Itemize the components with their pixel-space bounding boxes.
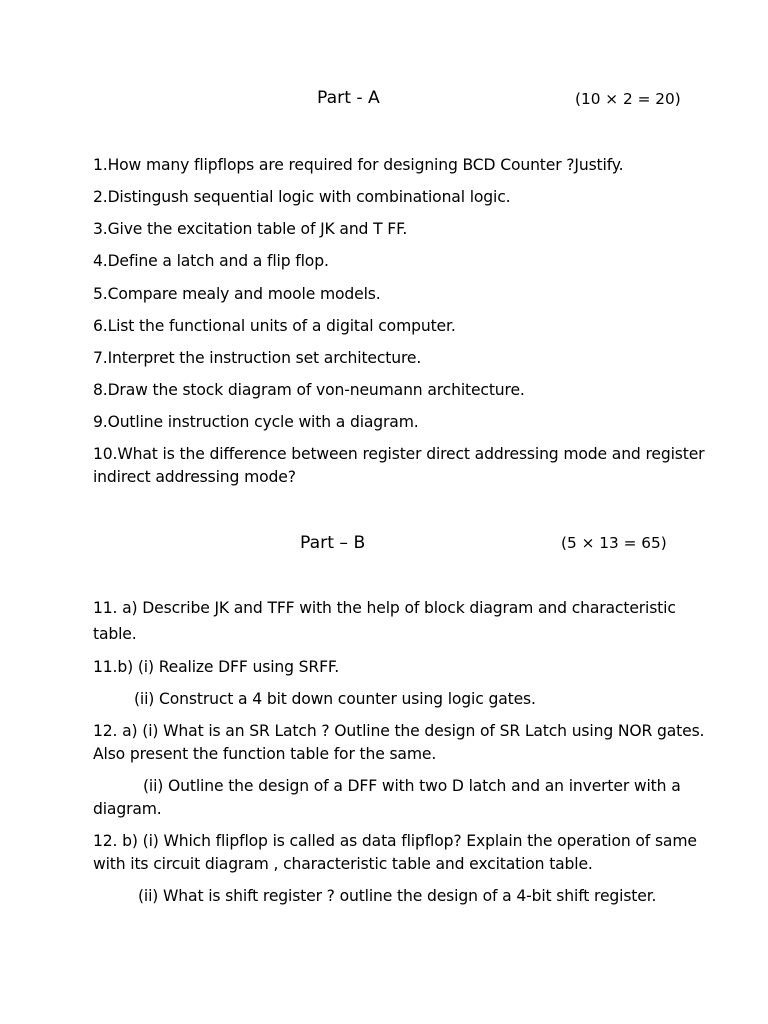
question-12b-i-line-1: 12. b) (i) Which flipflop is called as data flipflop? Explain the operation of same: [93, 832, 697, 850]
question-12a-ii-line-1: (ii) Outline the design of a DFF with two D latch and an inverter with a: [143, 777, 681, 795]
question-3: 3.Give the excitation table of JK and T FF.: [93, 220, 408, 238]
part-a-marks: (10 × 2 = 20): [575, 90, 681, 108]
part-b-heading: Part – B: [300, 533, 366, 553]
part-b-marks: (5 × 13 = 65): [561, 534, 667, 552]
question-9: 9.Outline instruction cycle with a diagram.: [93, 413, 419, 431]
question-11a-line-2: table.: [93, 625, 137, 643]
part-a-heading: Part - A: [317, 88, 380, 108]
question-11a-line-1: 11. a) Describe JK and TFF with the help of block diagram and characteristic: [93, 599, 676, 617]
question-12a-ii-line-2: diagram.: [93, 800, 162, 818]
question-2: 2.Distingush sequential logic with combinational logic.: [93, 188, 511, 206]
question-11b-i: 11.b) (i) Realize DFF using SRFF.: [93, 658, 340, 676]
question-12a-i-line-2: Also present the function table for the same.: [93, 745, 437, 763]
question-1: 1.How many flipflops are required for designing BCD Counter ?Justify.: [93, 156, 624, 174]
question-6: 6.List the functional units of a digital computer.: [93, 317, 456, 335]
question-10-line-2: indirect addressing mode?: [93, 468, 296, 486]
question-11b-ii: (ii) Construct a 4 bit down counter using logic gates.: [134, 690, 536, 708]
question-4: 4.Define a latch and a flip flop.: [93, 252, 329, 270]
question-10-line-1: 10.What is the difference between register direct addressing mode and register: [93, 445, 705, 463]
question-7: 7.Interpret the instruction set architecture.: [93, 349, 422, 367]
question-12a-i-line-1: 12. a) (i) What is an SR Latch ? Outline the design of SR Latch using NOR gates.: [93, 722, 705, 740]
question-5: 5.Compare mealy and moole models.: [93, 285, 381, 303]
question-12b-ii: (ii) What is shift register ? outline the design of a 4-bit shift register.: [138, 887, 657, 905]
question-8: 8.Draw the stock diagram of von-neumann architecture.: [93, 381, 525, 399]
question-12b-i-line-2: with its circuit diagram , characteristic table and excitation table.: [93, 855, 593, 873]
